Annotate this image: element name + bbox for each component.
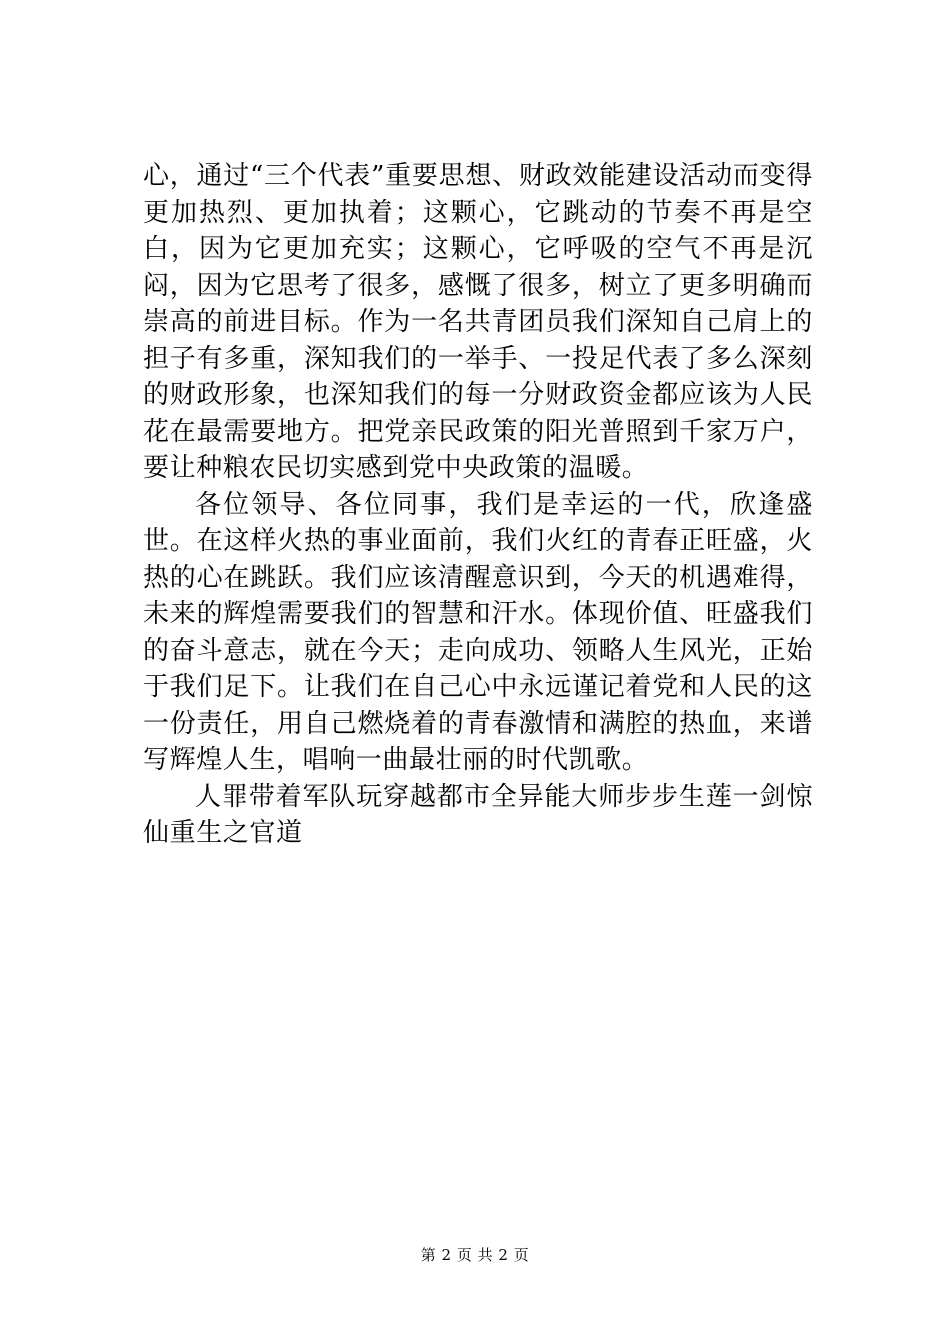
paragraph-1: 心，通过“三个代表”重要思想、财政效能建设活动而变得更加热烈、更加执着；这颗心，它跳动的节奏不再是空白，因为它更加充实；这颗心，它呼吸的空气不再是沉闷，因为它思考了很多，感慨了很多，树立了更多明确而崇高的前进目标。作为一名共青团员我们深知自己肩上的担子有多重，深知我们的一举手、一投足代表了多么深刻的财政形象，也深知我们的每一分财政资金都应该为人民花在最需要地方。把党亲民政策的阳光普照到千家万户，要让种粮农民切实感到党中央政策的温暖。 (143, 161, 813, 483)
document-body (143, 158, 813, 852)
paragraph-3: 人罪带着军队玩穿越都市全异能大师步步生莲一剑惊仙重生之官道 (143, 781, 813, 848)
page-number-footer: 第 2 页 共 2 页 (420, 1246, 530, 1264)
paragraph-2: 各位领导、各位同事，我们是幸运的一代，欣逢盛世。在这样火热的事业面前，我们火红的青春正旺盛，火热的心在跳跃。我们应该清醒意识到，今天的机遇难得，未来的辉煌需要我们的智慧和汗水。体现价值、旺盛我们的奋斗意志，就在今天；走向成功、领略人生风光，正始于我们足下。让我们在自己心中永远谨记着党和人民的这一份责任，用自己燃烧着的青春激情和满腔的热血，来谱写辉煌人生，唱响一曲最壮丽的时代凯歌。 (143, 489, 813, 775)
